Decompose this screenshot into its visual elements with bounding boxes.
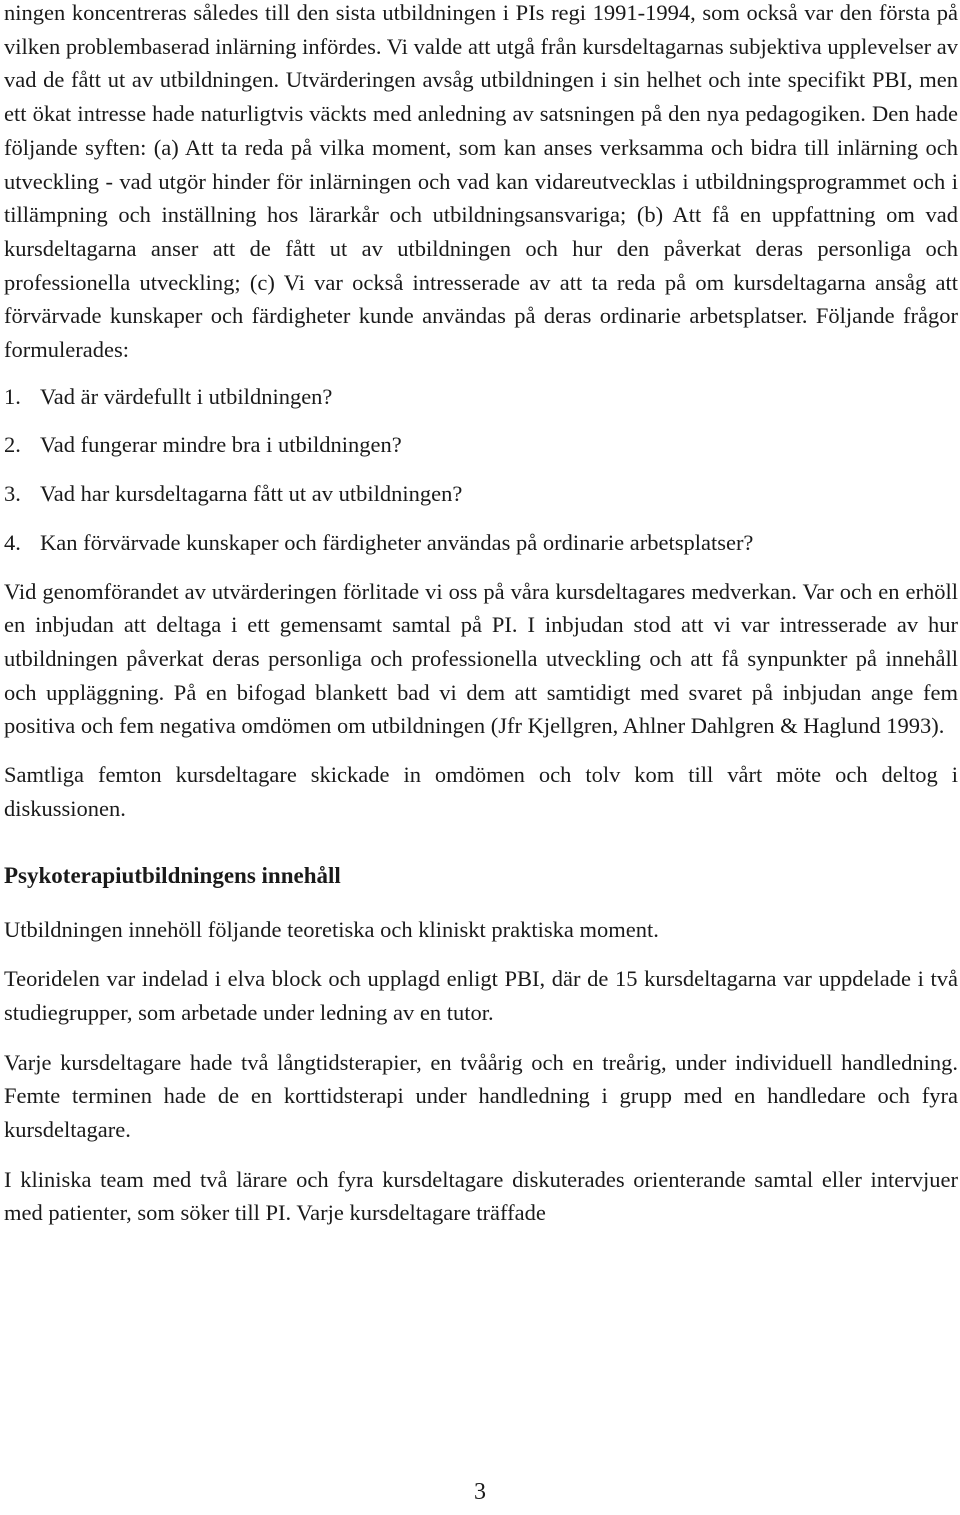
list-item-text: Vad fungerar mindre bra i utbildningen? [40,432,402,458]
document-page [4,0,958,1230]
list-item [4,526,958,560]
paragraph-participants: Samtliga femton kursdeltagare skickade in omdömen och tolv kom till vårt möte och deltog i diskussionen. [4,762,958,821]
list-item-number: 3. [4,481,21,507]
list-item-text: Vad har kursdeltagarna fått ut av utbildningen? [40,481,463,507]
list-item-text: Kan förvärvade kunskaper och färdigheter användas på ordinarie arbetsplatser? [40,529,754,555]
paragraph-method: Vid genomförandet av utvärderingen förlitade vi oss på våra kursdeltagares medverkan. Var och en erhöll en inbjudan att deltaga i ett gemensamt samtal på PI. I inbjudan stod att vi var intresserade av hur utbildningen påverkat deras personliga och professionella utveckling och att få synpunkter på innehåll och uppläggning. På en bifogad blankett bad vi dem att samtidigt med svaret på inbjudan ange fem positiva och fem negativa omdömen om utbildningen (Jfr Kjellgren, Ahlner Dahlgren & Haglund 1993). [4,578,958,739]
list-item-number: 2. [4,432,21,458]
paragraph-theory: Teoridelen var indelad i elva block och upplagd enligt PBI, där de 15 kursdeltagarna var uppdelade i två studiegrupper, som arbetade under ledning av en tutor. [4,966,958,1025]
list-item [4,380,958,414]
list-item-text: Vad är värdefullt i utbildningen? [40,383,333,409]
paragraph-content-intro: Utbildningen innehöll följande teoretiska och kliniskt praktiska moment. [4,916,659,942]
list-item [4,428,958,462]
list-item [4,477,958,511]
section-heading: Psykoterapiutbildningens innehåll [4,863,341,889]
page-number: 3 [474,1479,486,1505]
list-item-number: 1. [4,383,21,409]
paragraph-clinical-teams: I kliniska team med två lärare och fyra kursdeltagare diskuterades orienterande samtal eller intervjuer med patienter, som söker till PI. Varje kursdeltagare träffade [4,1166,958,1226]
question-list [4,380,958,560]
paragraph-evaluation-aims: ningen koncentreras således till den sista utbildningen i PIs regi 1991-1994, som också var den första på vilken problembaserad inlärning infördes. Vi valde att utgå från kursdeltagarnas subjektiva upplevelser av vad de fått ut av utbildningen. Utvärderingen avsåg utbildningen i sin helhet och inte specifikt PBI, men ett ökat intresse hade naturligtvis väckts med anledning av satsningen på den nya pedagogiken. Den hade följande syften: (a) Att ta reda på vilka moment, som kan anses verksamma och bidra till inlärning och utveckling - vad utgör hinder för inlärningen och vad kan vidareutvecklas i utbildningsprogrammet och i tillämpning och inställning hos lärarkår och utbildningsansvariga; (b) Att få en uppfattning om vad kursdeltagarna anser att de fått ut av utbildningen och hur den påverkat deras personliga och professionella utveckling; (c) Vi var också intresserade av att ta reda på om kursdeltagarna ansåg att förvärvade kunskaper och färdigheter kunde användas på deras ordinarie arbetsplatser. Följande frågor formulerades: [4,0,958,363]
list-item-number: 4. [4,529,21,555]
paragraph-therapies: Varje kursdeltagare hade två långtidsterapier, en tvåårig och en treårig, under individuell handledning. Femte terminen hade de en korttidsterapi under handledning i grupp med en handledare och fyra kursdeltagare. [4,1049,958,1143]
